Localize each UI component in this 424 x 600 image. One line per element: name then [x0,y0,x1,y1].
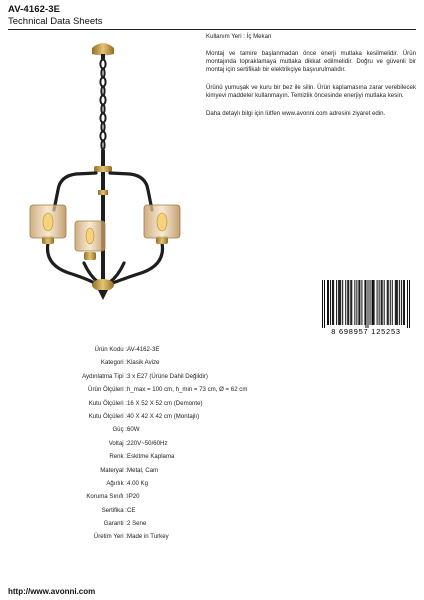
spec-value: CE [127,506,136,514]
product-image-chandelier [20,38,200,308]
barcode-bar [324,280,325,328]
barcode-bar [322,280,323,328]
spec-row [0,533,424,540]
barcode-bars [322,280,410,328]
barcode-bar [354,280,355,325]
usage-info-panel [206,33,416,128]
barcode-bar [407,280,408,328]
spec-value: 40 X 42 X 42 cm (Montajlı) [127,412,200,420]
barcode-bar [361,280,362,325]
spec-row [0,386,424,393]
spec-row [0,359,424,366]
spec-value: 60W [127,426,140,434]
barcode-bar [387,280,388,325]
barcode-bar [388,280,389,325]
spec-label: Ağırlık : [106,479,127,487]
spec-label: Ürün Kodu : [94,346,127,353]
barcode-bar [351,280,352,325]
spec-label: Renk : [109,453,127,461]
spec-row [0,373,424,380]
barcode-bar [382,280,383,325]
spec-label: Ürün Ölçüleri : [88,386,127,394]
barcode-bar [342,280,343,325]
website-footer-link[interactable]: http://www.avonni.com [8,587,96,596]
barcode-bar [333,280,334,325]
spec-row [0,440,424,447]
barcode-bar [330,280,331,325]
usage-area-text: Kullanım Yeri : İç Mekan [206,33,272,40]
barcode-bar [392,280,393,325]
spec-value: Klasik Avize [127,359,160,367]
spec-row [0,413,424,420]
spec-value: h_max = 100 cm, h_min = 73 cm, Ø = 62 cm [127,386,248,394]
barcode-bar [409,280,410,328]
barcode-bar [374,280,375,325]
document-subtitle: Technical Data Sheets [8,16,103,27]
spec-row [0,493,424,500]
barcode-digits: 8 698957 125253 [331,327,401,336]
barcode-bar [379,280,380,325]
spec-row [0,400,424,407]
barcode-bar [377,280,378,325]
barcode-bar [395,280,396,325]
installation-warning-text: Montaj ve tamire başlanmadan önce enerji mutlaka kesilmelidir. Ürün montajında topraklamaya mutlaka dikkat edilmelidir. Doğru ve güvenli bir montaj için sertifikalı bir elektrikçiye başvurulmalıdır. [206,50,416,73]
barcode-bar [345,280,346,325]
barcode-bar [338,280,339,325]
spec-label: Kategori : [100,359,127,367]
spec-label: Üretim Yeri : [93,533,127,541]
spec-row [0,467,424,474]
barcode-bar [381,280,382,325]
barcode-bar [365,280,366,328]
spec-label: Kutu Ölçüleri : [88,412,127,420]
barcode-bar [356,280,357,325]
barcode-bar [350,280,351,325]
spec-label: Güç : [112,426,127,434]
spec-value: Made in Turkey [127,533,169,541]
spec-value: Metal, Cam [127,466,159,474]
barcode-bar [340,280,341,325]
barcode-bar [327,280,328,325]
barcode-bar [372,280,373,325]
barcode-bar [347,280,348,325]
barcode-bar [358,280,359,325]
spec-row [0,507,424,514]
barcode-bar [401,280,402,325]
website-info-text: Daha detaylı bilgi için lütfen www.avonni.com adresini ziyaret edin. [206,110,386,117]
barcode-bar [399,280,400,325]
spec-value: Eskitme Kaplama [127,453,175,461]
spec-row [0,346,424,353]
barcode-bar [339,280,340,325]
technical-specs-list [0,346,424,547]
spec-value: 2 Sene [127,520,147,528]
barcode-bar [404,280,405,325]
barcode-bar [336,280,337,325]
spec-value: IP20 [127,493,140,501]
spec-value: 16 X 52 X 52 cm (Demonte) [127,399,203,407]
spec-label: Aydınlatma Tipi : [82,372,127,380]
spec-value: 3 x E27 (Ürüne Dahil Değildir) [127,372,208,380]
barcode-bar [370,280,371,325]
barcode-bar [359,280,360,325]
spec-label: Kutu Ölçüleri : [88,399,127,407]
spec-value: 4.00 Kg [127,479,149,487]
spec-label: Koruma Sınıfı : [86,493,127,501]
barcode-bar [368,280,369,328]
barcode-bar [328,280,329,325]
barcode-bar [384,280,385,325]
header-divider [8,29,416,30]
barcode [320,280,412,336]
spec-row [0,480,424,487]
spec-row [0,426,424,433]
spec-label: Garanti : [103,520,127,528]
barcode-bar [364,280,365,325]
spec-row [0,453,424,460]
cleaning-instructions-text: Ürünü yumuşak ve kuru bir bez ile silin. Ürün kaplamasına zarar verebilecek kimyevi maddeler kullanmayın. Temizlik öncesinde enerjiyi mutlaka kesin. [206,84,416,99]
spec-label: Materyal : [100,466,127,474]
barcode-bar [373,280,374,325]
barcode-bar [332,280,333,325]
spec-label: Voltaj : [108,439,127,447]
barcode-bar [348,280,349,325]
product-code-heading: AV-4162-3E [8,4,61,15]
barcode-bar [403,280,404,325]
barcode-bar [390,280,391,325]
spec-row [0,520,424,527]
barcode-bar [396,280,397,325]
spec-label: Sertifika : [101,506,127,514]
barcode-bar [397,280,398,325]
spec-value: 220V~50/60Hz [127,439,168,447]
spec-value: AV-4162-3E [127,346,160,353]
